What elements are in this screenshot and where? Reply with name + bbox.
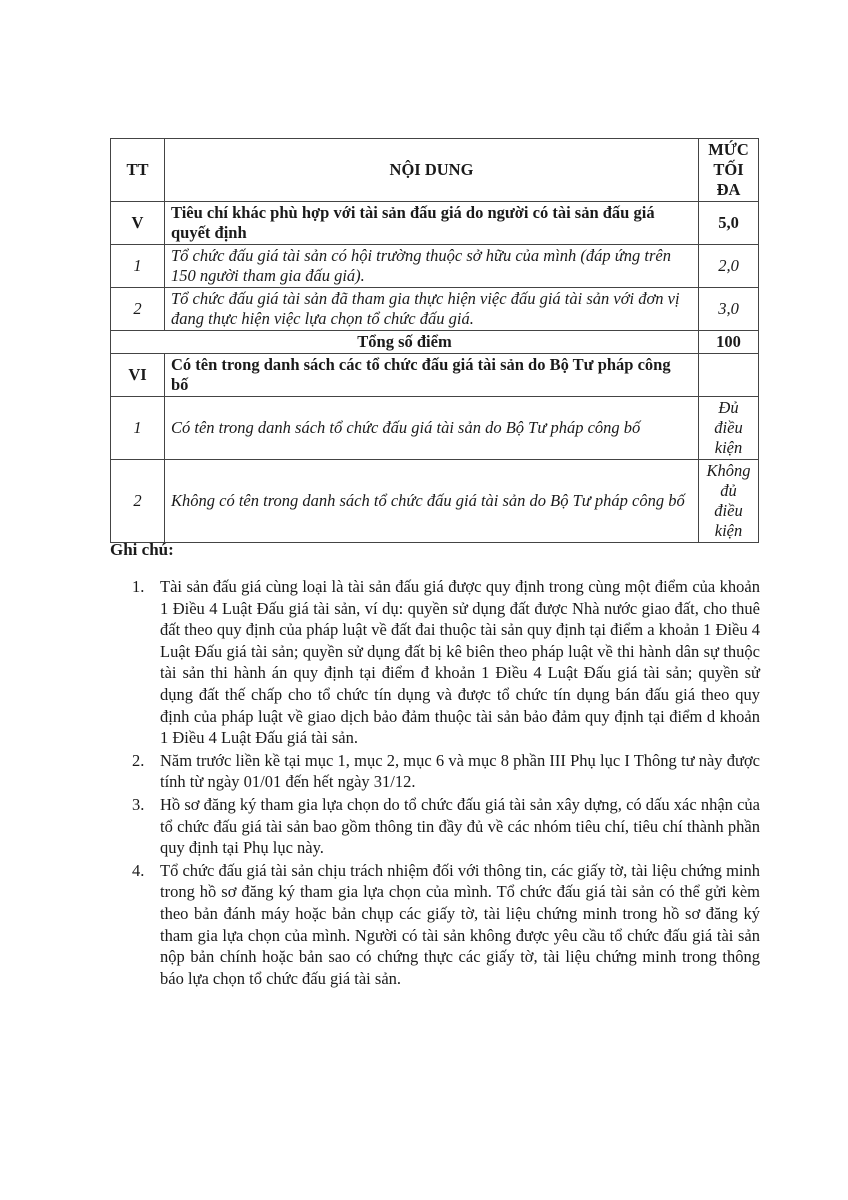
list-item xyxy=(110,860,760,990)
row-content: Không có tên trong danh sách tổ chức đấu giá tài sản do Bộ Tư pháp công bố xyxy=(165,460,699,543)
row-tt: VI xyxy=(111,354,165,397)
notes-title: Ghi chú: xyxy=(110,540,174,559)
list-item xyxy=(110,794,760,859)
criteria-table xyxy=(110,138,759,543)
note-number: 2. xyxy=(132,750,145,770)
list-item xyxy=(110,576,760,749)
table-row xyxy=(111,202,759,245)
list-item xyxy=(110,750,760,793)
table-row xyxy=(111,245,759,288)
row-content: Tổ chức đấu giá tài sản đã tham gia thực hiện việc đấu giá tài sản với đơn vị đang thực hiện việc lựa chọn tổ chức đấu giá. xyxy=(165,288,699,331)
header-muc-toi-da: MỨC TỐI ĐA xyxy=(699,139,759,202)
table-header-row xyxy=(111,139,759,202)
note-text: Tổ chức đấu giá tài sản chịu trách nhiệm đối với thông tin, các giấy tờ, tài liệu chứng minh trong hồ sơ đăng ký tham gia lựa chọn của mình. Tổ chức đấu giá tài sản có thể gửi kèm theo bản đánh máy hoặc bản chụp các giấy tờ, tài liệu chứng minh trong hồ sơ đăng ký tham gia lựa chọn của mình. Người có tài sản không được yêu cầu tổ chức đấu giá tài sản nộp bản chính hoặc bản sao có chứng thực các giấy tờ, tài liệu chứng minh trong thông báo lựa chọn tổ chức đấu giá tài sản. xyxy=(160,860,760,988)
note-text: Năm trước liền kề tại mục 1, mục 2, mục 6 và mục 8 phần III Phụ lục I Thông tư này được tính từ ngày 01/01 đến hết ngày 31/12. xyxy=(160,750,760,792)
table-row xyxy=(111,397,759,460)
note-text: Tài sản đấu giá cùng loại là tài sản đấu giá được quy định trong cùng một điểm của khoản 1 Điều 4 Luật Đấu giá tài sản, ví dụ: quyền sử dụng đất được Nhà nước giao đất, cho thuê đất theo quy định của pháp luật về đất đai thuộc tài sản quy định tại điểm a khoản 1 Điều 4 Luật Đấu giá tài sản; quyền sử dụng đất bị kê biên theo pháp luật về thi hành dân sự thuộc tài sản thi hành án quy định tại điểm đ khoản 1 Điều 4 Luật Đấu giá tài sản; quyền sử dụng đất thế chấp cho tổ chức tín dụng và được tổ chức tín dụng bán đấu giá theo quy định của pháp luật về giao dịch bảo đảm thuộc tài sản bảo đảm quy định tại điểm d khoản 1 Điều 4 Luật Đấu giá tài sản. xyxy=(160,577,760,748)
row-content: Có tên trong danh sách các tổ chức đấu giá tài sản do Bộ Tư pháp công bố xyxy=(165,354,699,397)
notes-section xyxy=(110,540,760,990)
total-label: Tổng số điểm xyxy=(111,331,699,354)
note-text: Hồ sơ đăng ký tham gia lựa chọn do tổ chức đấu giá tài sản xây dựng, có dấu xác nhận của tổ chức đấu giá tài sản bao gồm thông tin đầy đủ về các nhóm tiêu chí, tiêu chí thành phần quy định tại Phụ lục này. xyxy=(160,794,760,858)
row-value: Đủ điều kiện xyxy=(699,397,759,460)
row-value: 5,0 xyxy=(699,202,759,245)
row-tt: V xyxy=(111,202,165,245)
table-row xyxy=(111,460,759,543)
table-row xyxy=(111,288,759,331)
table-row xyxy=(111,354,759,397)
row-tt: 2 xyxy=(111,460,165,543)
header-noi-dung: NỘI DUNG xyxy=(165,139,699,202)
row-content: Có tên trong danh sách tổ chức đấu giá tài sản do Bộ Tư pháp công bố xyxy=(165,397,699,460)
row-tt: 1 xyxy=(111,245,165,288)
row-content: Tiêu chí khác phù hợp với tài sản đấu giá do người có tài sản đấu giá quyết định xyxy=(165,202,699,245)
header-tt: TT xyxy=(111,139,165,202)
notes-list xyxy=(110,576,760,989)
row-value: 2,0 xyxy=(699,245,759,288)
total-value: 100 xyxy=(699,331,759,354)
note-number: 4. xyxy=(132,860,145,880)
note-number: 1. xyxy=(132,577,145,596)
row-value: 3,0 xyxy=(699,288,759,331)
row-value xyxy=(699,354,759,397)
row-tt: 2 xyxy=(111,288,165,331)
note-number: 3. xyxy=(132,794,145,814)
row-value: Không đủ điều kiện xyxy=(699,460,759,543)
total-row xyxy=(111,331,759,354)
row-content: Tổ chức đấu giá tài sản có hội trường thuộc sở hữu của mình (đáp ứng trên 150 người tham gia đấu giá). xyxy=(165,245,699,288)
row-tt: 1 xyxy=(111,397,165,460)
